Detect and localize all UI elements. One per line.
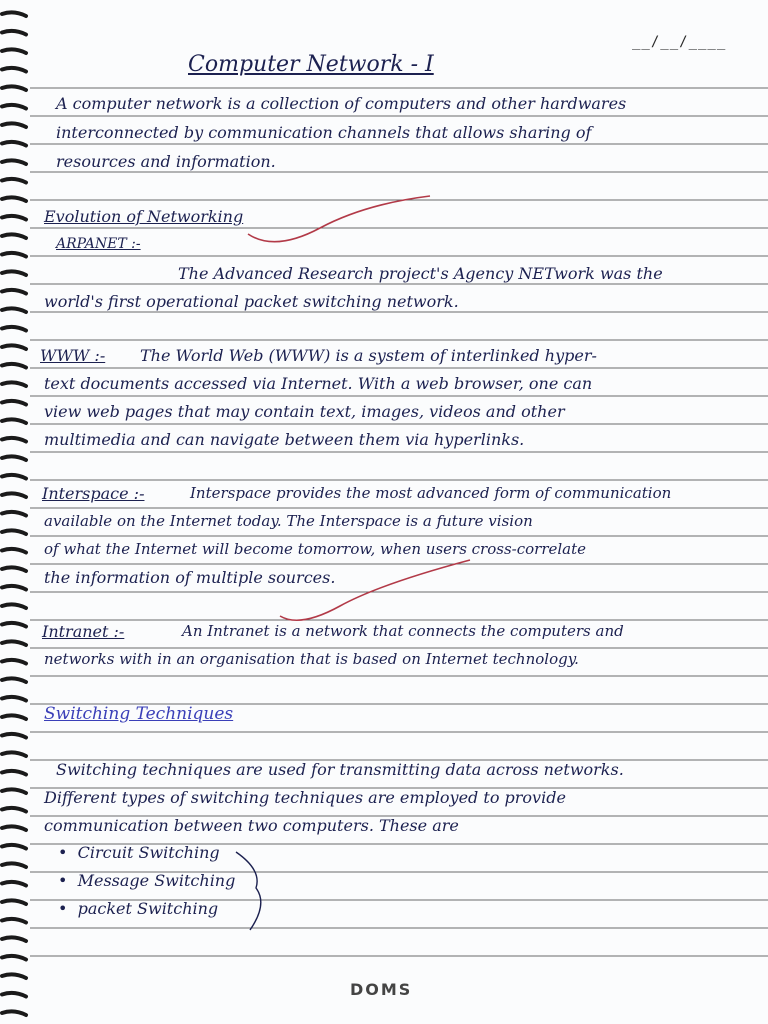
bullet-text: Circuit Switching: [77, 843, 220, 862]
switching-line-1: Switching techniques are used for transmitting data across networks.: [56, 760, 624, 779]
intranet-line-2: networks with in an organisation that is based on Internet technology.: [44, 650, 579, 668]
www-line-1: The World Web (WWW) is a system of interlinked hyper-: [140, 346, 597, 365]
intranet-line-1: An Intranet is a network that connects the computers and: [182, 622, 624, 640]
switching-heading: Switching Techniques: [44, 704, 234, 724]
bullet-item: • packet Switching: [58, 899, 219, 918]
evolution-heading: Evolution of Networking: [44, 207, 244, 226]
intranet-label: Intranet :-: [42, 622, 125, 641]
interspace-line-4: the information of multiple sources.: [44, 568, 336, 587]
switching-line-3: communication between two computers. These are: [44, 816, 459, 835]
www-line-3: view web pages that may contain text, images, videos and other: [44, 402, 565, 421]
interspace-line-1: Interspace provides the most advanced form of communication: [190, 484, 672, 502]
brand-logo: DOMS: [350, 980, 413, 999]
www-line-4: multimedia and can navigate between them via hyperlinks.: [44, 430, 525, 449]
page-title: Computer Network - I: [188, 52, 434, 77]
bullet-item: • Circuit Switching: [58, 843, 220, 862]
switching-line-2: Different types of switching techniques are employed to provide: [44, 788, 566, 807]
date-field: __/__/____: [632, 34, 727, 50]
interspace-label: Interspace :-: [42, 484, 145, 503]
arpanet-label: ARPANET :-: [56, 236, 141, 252]
interspace-line-2: available on the Internet today. The Interspace is a future vision: [44, 512, 533, 530]
arpanet-line-1: The Advanced Research project's Agency NETwork was the: [178, 264, 663, 283]
www-line-2: text documents accessed via Internet. With a web browser, one can: [44, 374, 593, 393]
bullet-text: Message Switching: [77, 871, 236, 890]
www-label: WWW :-: [40, 346, 106, 365]
intro-line-3: resources and information.: [56, 152, 276, 171]
bullet-item: • Message Switching: [58, 871, 236, 890]
bullet-text: packet Switching: [77, 899, 219, 918]
intro-line-1: A computer network is a collection of computers and other hardwares: [56, 94, 627, 113]
arpanet-line-2: world's first operational packet switching network.: [44, 292, 459, 311]
interspace-line-3: of what the Internet will become tomorrow, when users cross-correlate: [44, 540, 587, 558]
intro-line-2: interconnected by communication channels that allows sharing of: [56, 123, 592, 142]
